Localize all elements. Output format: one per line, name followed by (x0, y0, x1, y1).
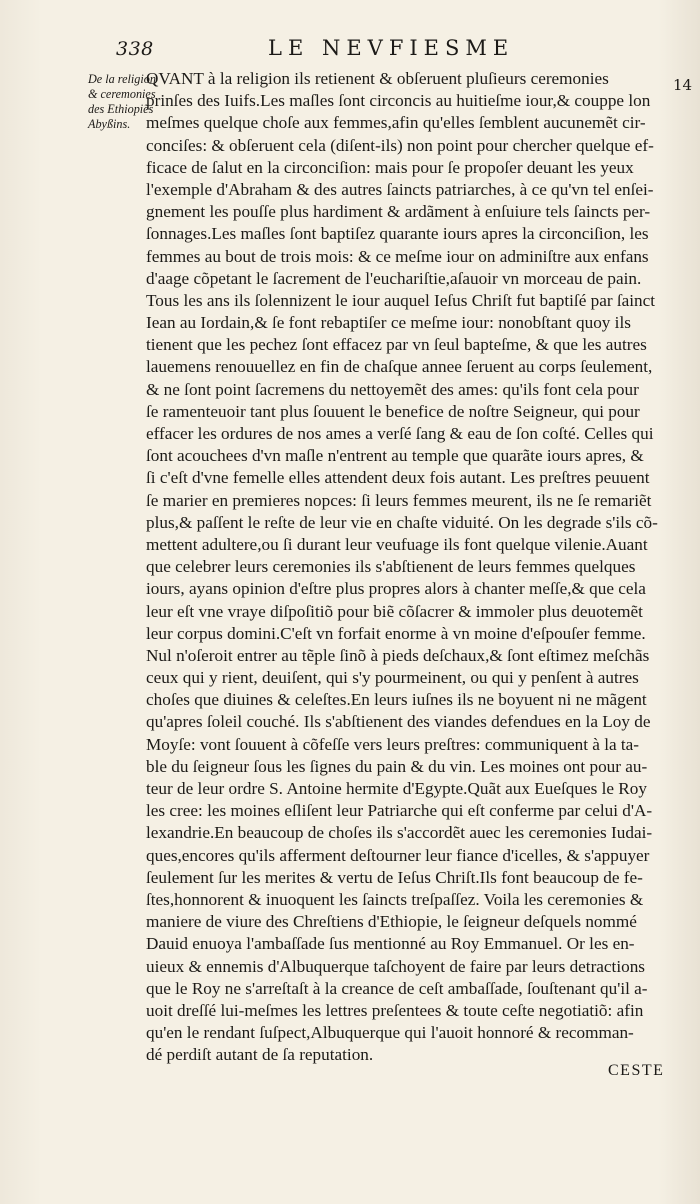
page-number: 338 (116, 38, 154, 60)
text-line: conciſes: & obſeruent cela (diſent-ils) non point pour chercher quelque ef- (146, 135, 654, 155)
text-line: dé perdiſt autant de ſa reputation. (146, 1045, 374, 1065)
text-line: d'aage cõpetant le ſacrement de l'euchariſtie,aſauoir vn morceau de pain. (146, 268, 642, 288)
text-line: ble du ſeigneur ſous les ſignes du pain & du vin. Les moines ont pour au- (146, 756, 648, 776)
text-line: ques,encores qu'ils afferment deſtourner leur fiance d'icelles, & s'appuyer (146, 845, 650, 865)
text-line: choſes que diuines & celeſtes.En leurs iuſnes ils ne boyuent ni ne mãgent (146, 690, 647, 710)
text-line: l'exemple d'Abraham & des autres ſaincts patriarches, à ce qu'vn tel enſei- (146, 179, 654, 199)
text-line: Dauid enuoya l'ambaſſade ſus mentionné au Roy Emmanuel. Or les en- (146, 934, 635, 954)
text-line: & ne ſont point ſacremens du nettoyemẽt des ames: qu'ils font cela pour (146, 379, 639, 399)
text-line: Iean au Iordain,& ſe font rebaptiſer ce meſme iour: nonobſtant quoy ils (146, 313, 631, 333)
text-line: que celebrer leurs ceremonies ils s'abſtienent de leurs femmes quelques (146, 557, 636, 577)
marginal-note-line: De la religion (88, 72, 156, 86)
text-line: lauemens renouuellez en fin de chaſque annee ſeruent au corps ſeulement, (146, 357, 653, 377)
marginal-note-line: des Ethiopiẽs (88, 102, 154, 116)
text-line: qu'en le rendant ſuſpect,Albuquerque qui l'auoit honnoré & recomman- (146, 1023, 634, 1043)
catchword: CESTE (608, 1062, 665, 1079)
text-line: tienent que les pechez ſont effacez par vn ſeul bapteſme, & que les autres (146, 335, 647, 355)
text-line: Moyſe: vont ſouuent à cõfeſſe vers leurs preſtres: communiquent à la ta- (146, 734, 640, 754)
text-line: uoit dreſſé lui-meſmes les lettres preſentees & toute ceſte negotiatiõ: afin (146, 1000, 644, 1020)
text-line: uieux & ennemis d'Albuquerque taſchoyent de faire par leurs detractions (146, 956, 645, 976)
text-line: mettent adultere,ou ſi durant leur veufuage ils font quelque vilenie.Auant (146, 534, 648, 554)
text-line: ficace de ſalut en la circonciſion: mais pour ſe propoſer deuant les yeux (146, 157, 634, 177)
text-line: gnement les pouſſe plus hardiment & ardãment à enſuiure tels ſaincts per- (146, 202, 651, 222)
text-line: Nul n'oſeroit entrer au tẽple ſinõ à pieds deſchaux,& ſont eſtimez meſchãs (146, 645, 650, 665)
text-line: ſe marier en premieres nopces: ſi leurs femmes meurent, ils ne ſe remariẽt (146, 490, 652, 510)
text-line: ſtes,honnorent & inuoquent les ſaincts treſpaſſez. Voila les ceremonies & (146, 889, 644, 909)
text-line: ſi c'eſt d'vne femelle elles attendent deux fois autant. Les preſtres peuuent (146, 468, 650, 488)
text-line: Tous les ans ils ſolennizent le iour auquel Ieſus Chriſt fut baptiſé par ſainct (146, 290, 656, 310)
text-line: ſeulement ſur les merites & vertu de Ieſus Chriſt.Ils font beaucoup de fe- (146, 867, 643, 887)
text-line: femmes au bout de trois mois: & ce meſme iour on adminiſtre aux enfans (146, 246, 649, 266)
marginal-note-line: & ceremonies (88, 87, 156, 101)
text-line: leur eſt vne vraye diſpoſitiõ pour biẽ cõſacrer & immoler plus deuotemẽt (146, 601, 643, 621)
text-line: ſe ramenteuoir tant plus ſouuent le benefice de noſtre Seigneur, qui pour (146, 401, 640, 421)
text-line: qu'apres ſoleil couché. Ils s'abſtienent des viandes defendues en la Loy de (146, 712, 651, 732)
text-line: que le Roy ne s'arreſtaſt à la creance de ceſt ambaſſade, ſouſtenant qu'il a- (146, 978, 648, 998)
text-line: ſonnages.Les maſles ſont baptiſez quarante iours apres la circonciſion, les (146, 224, 649, 244)
text-line: ceux qui y rient, deuiſent, qui s'y pourmeinent, ou qui y penſent à autres (146, 668, 639, 688)
marginal-note-line: Abyßins. (88, 117, 131, 131)
text-line: maniere de viure des Chreſtiens d'Ethiopie, le ſeigneur deſquels nommé (146, 912, 637, 932)
text-line: plus,& paſſent le reſte de leur vie en chaſte viduité. On les degrade s'ils cõ- (146, 512, 658, 532)
text-line: effacer les ordures de nos ames a verſé ſang & eau de ſon coſté. Celles qui (146, 424, 654, 443)
marginal-note (88, 72, 156, 132)
text-line: iours, ayans opinion d'eſtre plus propres alors à chanter meſſe,& que cela (146, 579, 646, 599)
text-line: lexandrie.En beaucoup de choſes ils s'accordẽt auec les ceremonies Iudai- (146, 823, 653, 843)
text-line: teur de leur ordre S. Antoine hermite d'Egypte.Quãt aux Eueſques le Roy (146, 779, 647, 798)
text-line: QVANT à la religion ils retienent & obſeruent pluſieurs ceremonies (146, 69, 609, 88)
text-line: les cree: les moines eſliſent leur Patriarche qui eſt conferme par celui d'A- (146, 801, 653, 821)
text-line: meſmes quelque choſe aux femmes,afin qu'elles ſemblent aucunemẽt cir- (146, 113, 646, 133)
text-line: ſont acouchees d'vn maſle n'entrent au temple que quarãte iours apres, & (146, 446, 644, 466)
text-line: prinſes des Iuifs.Les maſles ſont circoncis au huitieſme iour,& couppe lon (146, 91, 651, 111)
margin-mark: 14 (673, 76, 693, 94)
body-text (146, 68, 686, 1066)
text-line: leur corpus domini.C'eſt vn forfait enorme à vn moine d'eſpouſer femme. (146, 623, 646, 643)
running-head: LE NEVFIESME (268, 36, 515, 60)
